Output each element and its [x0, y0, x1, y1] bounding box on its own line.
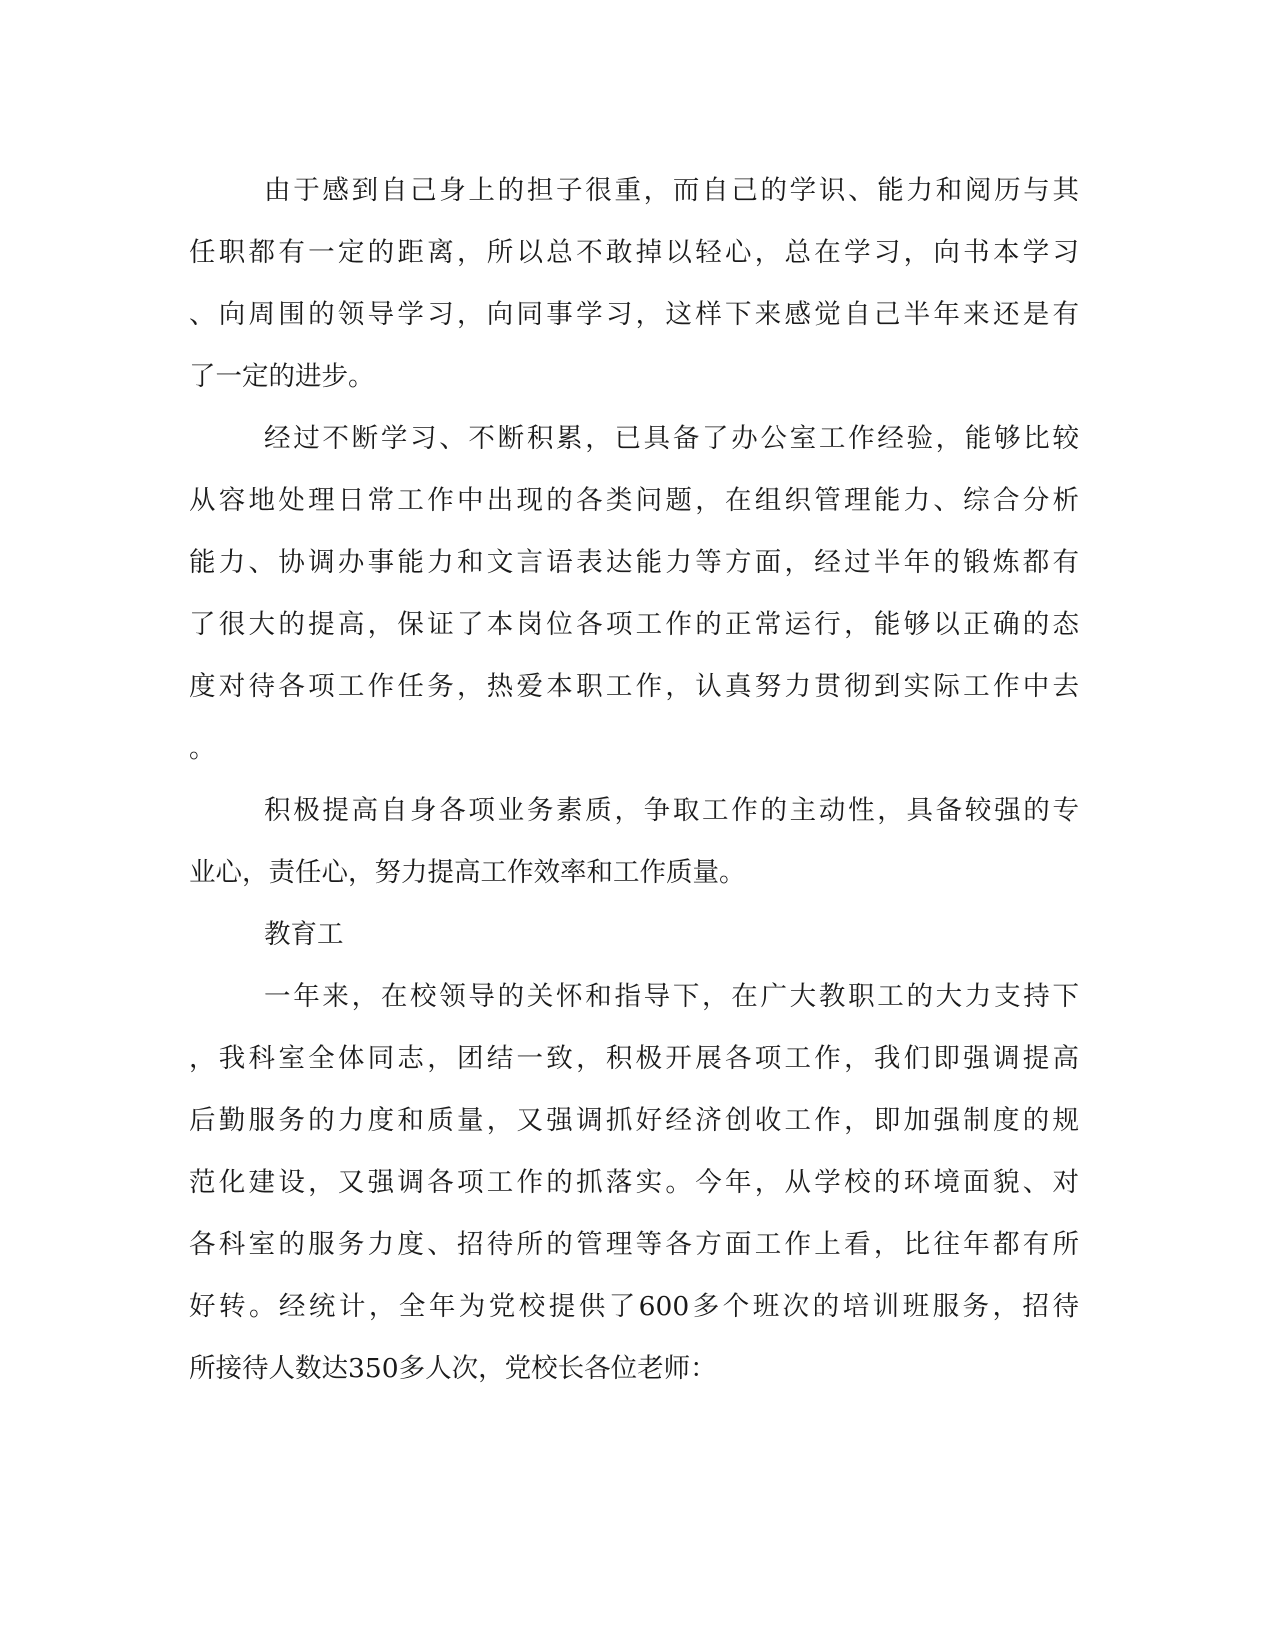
text-line: 度对待各项工作任务，热爱本职工作，认真努力贯彻到实际工作中去: [189, 671, 1079, 702]
paragraph: [189, 408, 1079, 780]
text-line: 一年来，在校领导的关怀和指导下，在广大教职工的大力支持下: [264, 981, 1079, 1012]
text-line: 经过不断学习、不断积累，已具备了办公室工作经验，能够比较: [264, 423, 1079, 454]
text-line: 、向周围的领导学习，向同事学习，这样下来感觉自己半年来还是有: [189, 299, 1079, 330]
text-line: 能力、协调办事能力和文言语表达能力等方面，经过半年的锻炼都有: [189, 547, 1079, 578]
text-line: 由于感到自己身上的担子很重，而自己的学识、能力和阅历与其: [264, 175, 1079, 206]
section-heading: 教育工: [264, 919, 344, 950]
document-body: [189, 160, 1079, 1400]
paragraph: [189, 160, 1079, 408]
text-line: 好转。经统计，全年为党校提供了600多个班次的培训班服务，招待: [189, 1291, 1079, 1322]
text-line: 后勤服务的力度和质量，又强调抓好经济创收工作，即加强制度的规: [189, 1105, 1079, 1136]
text-line: 范化建设，又强调各项工作的抓落实。今年，从学校的环境面貌、对: [189, 1167, 1079, 1198]
paragraph: [189, 780, 1079, 904]
text-line: 业心，责任心，努力提高工作效率和工作质量。: [189, 857, 746, 888]
text-line: 了很大的提高，保证了本岗位各项工作的正常运行，能够以正确的态: [189, 609, 1079, 640]
text-line: 任职都有一定的距离，所以总不敢掉以轻心，总在学习，向书本学习: [189, 237, 1079, 268]
text-line: 所接待人数达350多人次，党校长各位老师：: [189, 1353, 717, 1384]
text-line: ，我科室全体同志，团结一致，积极开展各项工作，我们即强调提高: [189, 1043, 1079, 1074]
text-line: 积极提高自身各项业务素质，争取工作的主动性，具备较强的专: [264, 795, 1079, 826]
text-line: 了一定的进步。: [189, 361, 375, 392]
text-line: 。: [189, 733, 216, 764]
text-line: 从容地处理日常工作中出现的各类问题，在组织管理能力、综合分析: [189, 485, 1079, 516]
paragraph: [189, 904, 1079, 966]
text-line: 各科室的服务力度、招待所的管理等各方面工作上看，比往年都有所: [189, 1229, 1079, 1260]
paragraph: [189, 966, 1079, 1400]
